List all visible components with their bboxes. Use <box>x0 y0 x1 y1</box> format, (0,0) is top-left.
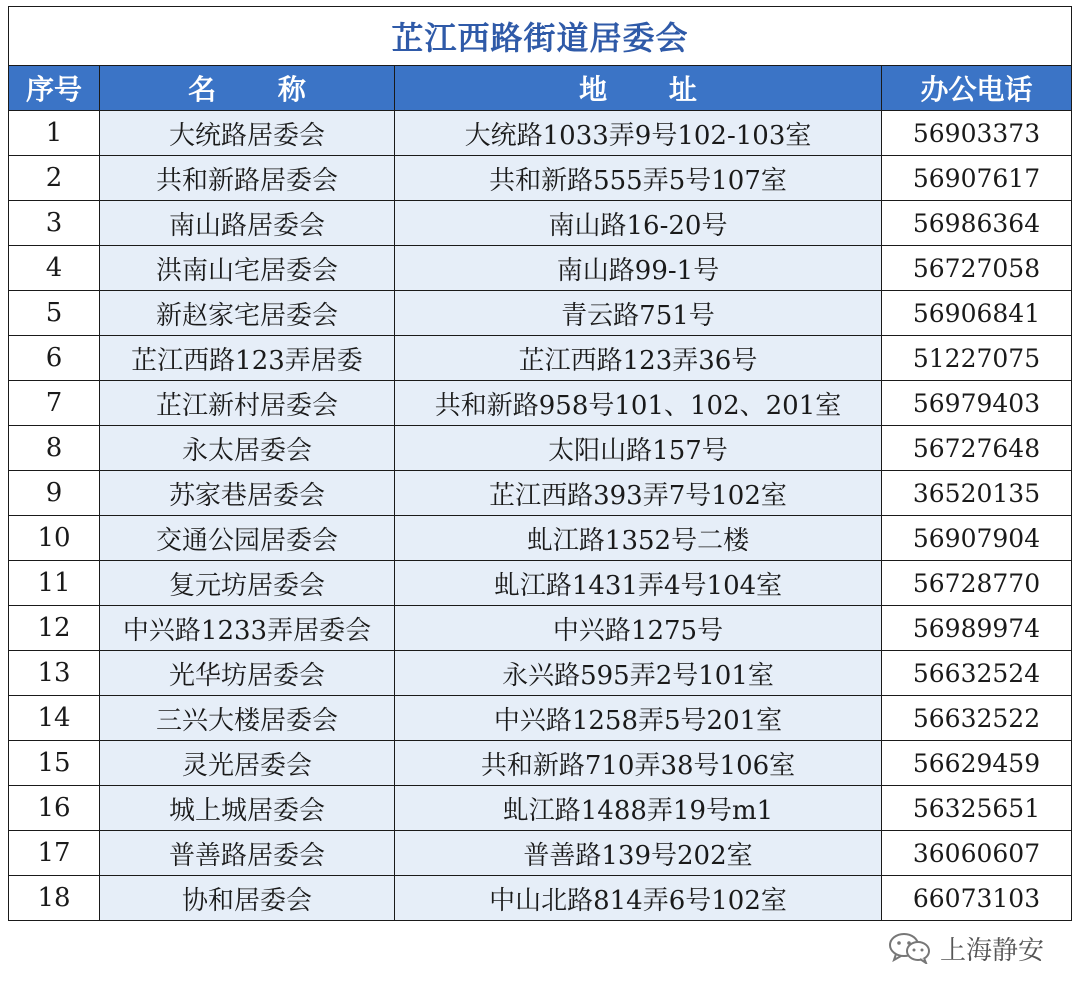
row-index: 4 <box>9 246 100 291</box>
table-row <box>9 156 1072 201</box>
committee-name: 共和新路居委会 <box>100 156 395 201</box>
committee-phone: 56906841 <box>882 291 1072 336</box>
committee-name: 芷江新村居委会 <box>100 381 395 426</box>
header-index: 序号 <box>9 66 100 111</box>
committee-address: 共和新路958号101、102、201室 <box>395 381 882 426</box>
committee-phone: 36060607 <box>882 831 1072 876</box>
committee-address: 中兴路1275号 <box>395 606 882 651</box>
committee-phone: 56632522 <box>882 696 1072 741</box>
table-body <box>9 111 1072 921</box>
committee-address: 普善路139号202室 <box>395 831 882 876</box>
table-row <box>9 471 1072 516</box>
committee-name: 灵光居委会 <box>100 741 395 786</box>
committee-address: 虬江路1431弄4号104室 <box>395 561 882 606</box>
row-index: 7 <box>9 381 100 426</box>
committee-address: 青云路751号 <box>395 291 882 336</box>
committee-phone: 66073103 <box>882 876 1072 921</box>
row-index: 10 <box>9 516 100 561</box>
committee-name: 芷江西路123弄居委 <box>100 336 395 381</box>
committee-phone: 36520135 <box>882 471 1072 516</box>
committee-address: 太阳山路157号 <box>395 426 882 471</box>
row-index: 14 <box>9 696 100 741</box>
table-row <box>9 246 1072 291</box>
committee-name: 新赵家宅居委会 <box>100 291 395 336</box>
residents-committee-table-container <box>8 6 1071 921</box>
committee-address: 芷江西路123弄36号 <box>395 336 882 381</box>
row-index: 17 <box>9 831 100 876</box>
committee-name: 洪南山宅居委会 <box>100 246 395 291</box>
committee-phone: 56907617 <box>882 156 1072 201</box>
watermark <box>888 930 1044 966</box>
committee-address: 共和新路710弄38号106室 <box>395 741 882 786</box>
header-address: 地 址 <box>395 66 882 111</box>
row-index: 2 <box>9 156 100 201</box>
table-row <box>9 336 1072 381</box>
residents-committee-table <box>8 6 1072 921</box>
committee-phone: 56986364 <box>882 201 1072 246</box>
header-row <box>9 66 1072 111</box>
committee-name: 复元坊居委会 <box>100 561 395 606</box>
committee-name: 南山路居委会 <box>100 201 395 246</box>
row-index: 12 <box>9 606 100 651</box>
row-index: 18 <box>9 876 100 921</box>
committee-address: 芷江西路393弄7号102室 <box>395 471 882 516</box>
committee-phone: 56979403 <box>882 381 1072 426</box>
row-index: 5 <box>9 291 100 336</box>
table-row <box>9 831 1072 876</box>
row-index: 11 <box>9 561 100 606</box>
table-row <box>9 696 1072 741</box>
committee-address: 南山路16-20号 <box>395 201 882 246</box>
row-index: 13 <box>9 651 100 696</box>
table-row <box>9 516 1072 561</box>
table-row <box>9 291 1072 336</box>
committee-phone: 56728770 <box>882 561 1072 606</box>
committee-phone: 56325651 <box>882 786 1072 831</box>
committee-phone: 56629459 <box>882 741 1072 786</box>
committee-address: 共和新路555弄5号107室 <box>395 156 882 201</box>
committee-phone: 56907904 <box>882 516 1072 561</box>
row-index: 16 <box>9 786 100 831</box>
row-index: 1 <box>9 111 100 156</box>
committee-name: 永太居委会 <box>100 426 395 471</box>
committee-address: 虬江路1352号二楼 <box>395 516 882 561</box>
committee-name: 苏家巷居委会 <box>100 471 395 516</box>
committee-address: 南山路99-1号 <box>395 246 882 291</box>
row-index: 6 <box>9 336 100 381</box>
committee-phone: 56903373 <box>882 111 1072 156</box>
committee-address: 虬江路1488弄19号m1 <box>395 786 882 831</box>
table-row <box>9 786 1072 831</box>
wechat-icon <box>888 932 932 964</box>
committee-name: 光华坊居委会 <box>100 651 395 696</box>
committee-address: 中山北路814弄6号102室 <box>395 876 882 921</box>
table-row <box>9 561 1072 606</box>
committee-address: 大统路1033弄9号102-103室 <box>395 111 882 156</box>
committee-phone: 56727648 <box>882 426 1072 471</box>
table-row <box>9 741 1072 786</box>
committee-phone: 51227075 <box>882 336 1072 381</box>
committee-name: 大统路居委会 <box>100 111 395 156</box>
committee-phone: 56727058 <box>882 246 1072 291</box>
committee-name: 三兴大楼居委会 <box>100 696 395 741</box>
committee-name: 中兴路1233弄居委会 <box>100 606 395 651</box>
committee-phone: 56632524 <box>882 651 1072 696</box>
committee-address: 永兴路595弄2号101室 <box>395 651 882 696</box>
committee-name: 普善路居委会 <box>100 831 395 876</box>
table-row <box>9 876 1072 921</box>
table-row <box>9 426 1072 471</box>
table-title: 芷江西路街道居委会 <box>9 7 1072 66</box>
committee-name: 城上城居委会 <box>100 786 395 831</box>
header-phone: 办公电话 <box>882 66 1072 111</box>
table-row <box>9 381 1072 426</box>
title-row <box>9 7 1072 66</box>
committee-name: 协和居委会 <box>100 876 395 921</box>
table-row <box>9 111 1072 156</box>
committee-name: 交通公园居委会 <box>100 516 395 561</box>
watermark-text: 上海静安 <box>940 935 1045 966</box>
table-row <box>9 606 1072 651</box>
table-row <box>9 651 1072 696</box>
committee-phone: 56989974 <box>882 606 1072 651</box>
header-name: 名 称 <box>100 66 395 111</box>
row-index: 8 <box>9 426 100 471</box>
committee-address: 中兴路1258弄5号201室 <box>395 696 882 741</box>
table-row <box>9 201 1072 246</box>
row-index: 9 <box>9 471 100 516</box>
row-index: 3 <box>9 201 100 246</box>
row-index: 15 <box>9 741 100 786</box>
